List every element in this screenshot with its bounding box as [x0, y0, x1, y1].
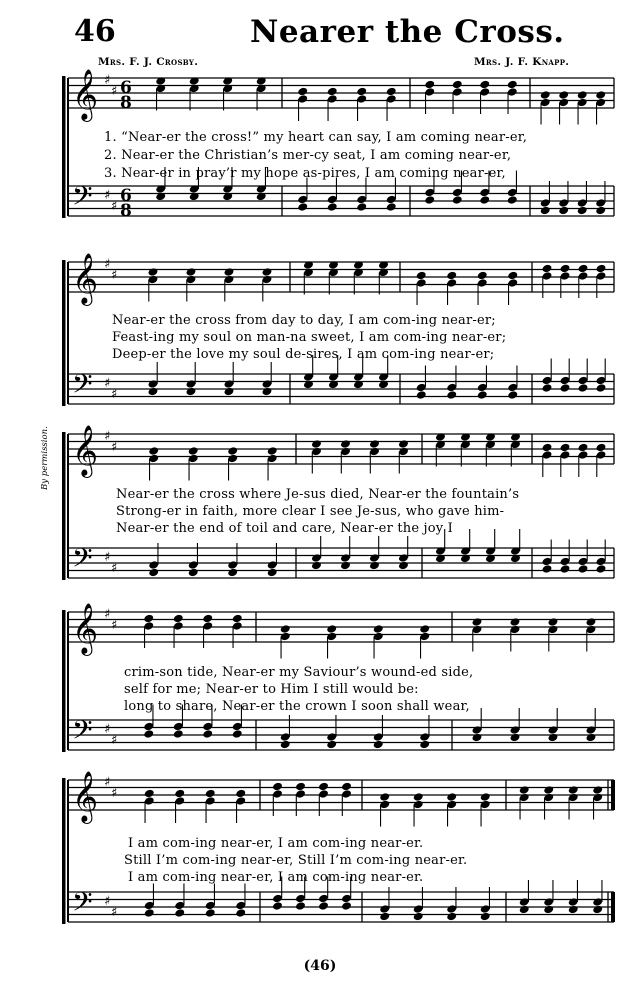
notehead [148, 387, 159, 397]
notehead [452, 80, 463, 90]
hymn-title: Nearer the Cross. [250, 14, 565, 50]
notehead [577, 206, 588, 216]
notehead [479, 80, 490, 90]
notehead [542, 383, 553, 393]
notehead [232, 729, 243, 739]
notehead [173, 614, 184, 624]
bass-clef-icon: 𝄢 [72, 886, 93, 924]
notehead [272, 901, 283, 911]
notehead [578, 443, 589, 453]
sharp-icon: ♯ [111, 84, 118, 99]
lyric-s3-v3: Near-er the end of toil and care, Near-er the joy I [116, 521, 454, 536]
notehead [596, 264, 607, 274]
notehead [227, 446, 238, 456]
notehead [174, 789, 185, 799]
notehead [577, 90, 588, 100]
lyric-s4-v3: long to share, Near-er the crown I soon shall wear, [124, 699, 470, 714]
notehead [143, 614, 154, 624]
lyric-s4-v1: crim-son tide, Near-er my Saviour’s wound-ed side, [124, 665, 474, 680]
lyric-s5-v1: I am com-ing near-er, I am com-ing near-er. [128, 836, 424, 851]
notehead [202, 614, 213, 624]
notehead [480, 912, 491, 922]
notehead [326, 740, 337, 750]
treble-clef-icon: 𝄞 [72, 603, 99, 654]
notehead [540, 206, 551, 216]
time-signature: 6 [120, 186, 132, 206]
notehead [144, 908, 155, 918]
notehead [297, 202, 308, 212]
notehead [424, 80, 435, 90]
notehead [596, 564, 607, 574]
notehead [568, 785, 579, 795]
notehead [452, 195, 463, 205]
sharp-icon: ♯ [104, 376, 111, 391]
notehead [143, 729, 154, 739]
notehead [148, 267, 159, 277]
treble-clef-icon: 𝄞 [72, 253, 99, 304]
notehead [318, 901, 329, 911]
notehead [480, 792, 491, 802]
notehead [311, 439, 322, 449]
notehead [235, 789, 246, 799]
notehead [446, 390, 457, 400]
notehead [416, 390, 427, 400]
notehead [472, 617, 483, 627]
sharp-icon: ♯ [111, 786, 118, 801]
notehead [398, 561, 409, 571]
bass-clef-icon: 𝄢 [72, 542, 93, 580]
lyricist-credit: Mrs. F. J. Crosby. [98, 56, 199, 68]
sharp-icon: ♯ [104, 73, 111, 88]
bass-clef-icon: 𝄢 [72, 714, 93, 752]
notehead [507, 271, 518, 281]
notehead [558, 206, 569, 216]
notehead [341, 782, 352, 792]
notehead [446, 912, 457, 922]
composer-credit: Mrs. J. F. Knapp. [474, 56, 570, 68]
notehead [369, 561, 380, 571]
page-footer: (46) [303, 958, 337, 974]
notehead [327, 87, 338, 97]
notehead [280, 624, 291, 634]
notehead [542, 264, 553, 274]
notehead [369, 439, 380, 449]
time-signature: 8 [120, 93, 132, 113]
notehead [227, 568, 238, 578]
notehead [272, 782, 283, 792]
notehead [446, 271, 457, 281]
notehead [174, 908, 185, 918]
sharp-icon: ♯ [104, 894, 111, 909]
lyric-s2-v3: Deep-er the love my soul de-sires, I am com-ing near-er; [112, 347, 495, 362]
sharp-icon: ♯ [104, 257, 111, 272]
bass-clef-icon: 𝄢 [72, 368, 93, 406]
bass-clef-icon: 𝄢 [72, 180, 93, 218]
notehead [540, 90, 551, 100]
notehead [479, 195, 490, 205]
notehead [477, 271, 488, 281]
notehead [373, 740, 384, 750]
notehead [267, 446, 278, 456]
lyric-s3-v1: Near-er the cross where Je-sus died, Near-er the fountain’s [116, 487, 520, 502]
notehead [340, 561, 351, 571]
notehead [386, 87, 397, 97]
notehead [295, 901, 306, 911]
sharp-icon: ♯ [111, 387, 118, 402]
notehead [235, 908, 246, 918]
notehead [560, 383, 571, 393]
final-barline [611, 780, 615, 810]
notehead [578, 564, 589, 574]
sharp-icon: ♯ [111, 905, 118, 920]
sharp-icon: ♯ [104, 722, 111, 737]
notehead [356, 202, 367, 212]
time-signature: 6 [120, 78, 132, 98]
permission-note: By permission. [40, 426, 50, 490]
notehead [148, 568, 159, 578]
notehead [578, 383, 589, 393]
notehead [519, 905, 530, 915]
notehead [548, 617, 559, 627]
notehead [202, 729, 213, 739]
notehead [596, 383, 607, 393]
notehead [379, 792, 390, 802]
time-signature: 8 [120, 201, 132, 221]
notehead [568, 905, 579, 915]
sharp-icon: ♯ [111, 618, 118, 633]
notehead [477, 390, 488, 400]
notehead [510, 733, 521, 743]
notehead [188, 568, 199, 578]
sharp-icon: ♯ [104, 188, 111, 203]
notehead [558, 90, 569, 100]
notehead [542, 564, 553, 574]
system-brace [62, 432, 66, 580]
sharp-icon: ♯ [111, 733, 118, 748]
final-barline [611, 892, 615, 922]
notehead [446, 792, 457, 802]
lyric-s2-v2: Feast-ing my soul on man-na sweet, I am com-ing near-er; [112, 330, 507, 345]
notehead [205, 908, 216, 918]
notehead [419, 624, 430, 634]
treble-clef-icon: 𝄞 [72, 425, 99, 476]
sharp-icon: ♯ [111, 561, 118, 576]
notehead [560, 264, 571, 274]
notehead [543, 785, 554, 795]
notehead [144, 789, 155, 799]
lyric-s4-v2: self for me; Near-er to Him I still would be: [124, 682, 419, 697]
lyric-s1-v2: 2. Near-er the Christian’s mer-cy seat, I am coming near-er, [104, 148, 512, 163]
notehead [542, 443, 553, 453]
notehead [188, 446, 199, 456]
notehead [148, 446, 159, 456]
lyric-s3-v2: Strong-er in faith, more clear I see Je-sus, who gave him- [116, 504, 505, 519]
notehead [280, 740, 291, 750]
sharp-icon: ♯ [111, 268, 118, 283]
notehead [224, 387, 235, 397]
lyric-s2-v1: Near-er the cross from day to day, I am com-ing near-er; [112, 313, 496, 328]
notehead [373, 624, 384, 634]
notehead [386, 202, 397, 212]
hymn-number: 46 [74, 14, 116, 49]
notehead [398, 439, 409, 449]
notehead [297, 87, 308, 97]
notehead [326, 624, 337, 634]
notehead [507, 390, 518, 400]
notehead [596, 443, 607, 453]
notehead [295, 782, 306, 792]
notehead [327, 202, 338, 212]
sharp-icon: ♯ [111, 440, 118, 455]
notehead [548, 733, 559, 743]
notehead [592, 785, 603, 795]
notehead [224, 267, 235, 277]
sharp-icon: ♯ [104, 775, 111, 790]
notehead [586, 733, 597, 743]
sharp-icon: ♯ [104, 607, 111, 622]
system-brace [62, 610, 66, 752]
notehead [318, 782, 329, 792]
lyric-s5-v2: Still I’m com-ing near-er, Still I’m com-ing near-er. [124, 853, 468, 868]
notehead [424, 195, 435, 205]
notehead [356, 87, 367, 97]
sharp-icon: ♯ [104, 429, 111, 444]
notehead [413, 792, 424, 802]
notehead [472, 733, 483, 743]
notehead [419, 740, 430, 750]
system-brace [62, 778, 66, 924]
system-brace [62, 76, 66, 218]
notehead [507, 80, 518, 90]
sharp-icon: ♯ [111, 199, 118, 214]
notehead [510, 617, 521, 627]
notehead [595, 206, 606, 216]
notehead [379, 912, 390, 922]
notehead [578, 264, 589, 274]
lyric-s5-v3: I am com-ing near-er, I am com-ing near-er. [128, 870, 424, 885]
notehead [543, 905, 554, 915]
notehead [232, 614, 243, 624]
lyric-s1-v1: 1. “Near-er the cross!” my heart can say, I am coming near-er, [104, 130, 528, 145]
notehead [560, 443, 571, 453]
notehead [413, 912, 424, 922]
notehead [507, 195, 518, 205]
notehead [519, 785, 530, 795]
notehead [267, 568, 278, 578]
notehead [186, 387, 197, 397]
notehead [262, 387, 273, 397]
notehead [595, 90, 606, 100]
notehead [340, 439, 351, 449]
notehead [416, 271, 427, 281]
notehead [341, 901, 352, 911]
notehead [560, 564, 571, 574]
notehead [311, 561, 322, 571]
notehead [592, 905, 603, 915]
treble-clef-icon: 𝄞 [72, 771, 99, 822]
lyric-s1-v3: 3. Near-er in pray’r my hope as-pires, I am coming near-er, [104, 166, 506, 181]
system-brace [62, 260, 66, 406]
notehead [205, 789, 216, 799]
notehead [262, 267, 273, 277]
notehead [186, 267, 197, 277]
notehead [586, 617, 597, 627]
notehead [173, 729, 184, 739]
treble-clef-icon: 𝄞 [72, 69, 99, 120]
sharp-icon: ♯ [104, 550, 111, 565]
